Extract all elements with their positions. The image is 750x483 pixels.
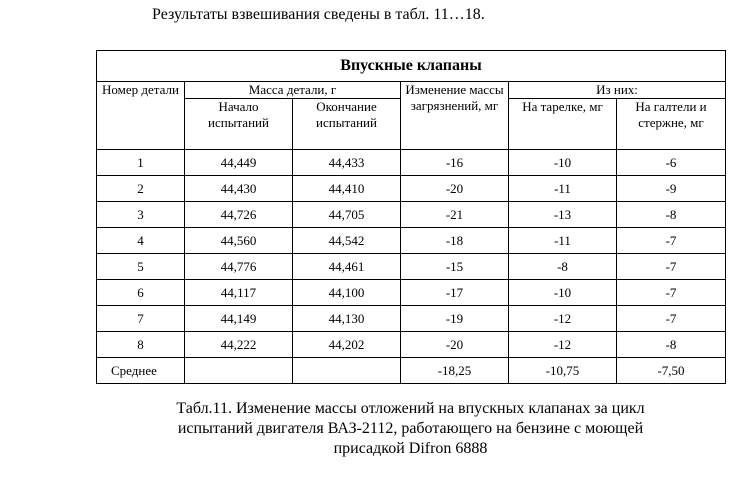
cell-mass-start: 44,222: [185, 332, 293, 358]
cell-on-fillet: -7: [617, 228, 726, 254]
cell-mass-change: -16: [401, 150, 509, 176]
cell-on-plate: -11: [509, 228, 617, 254]
intake-valves-table: [96, 50, 726, 384]
caption-line-2: испытаний двигателя ВАЗ-2112, работающего на бензине с моющей: [177, 420, 644, 437]
cell-mass-start: 44,117: [185, 280, 293, 306]
cell-on-plate: -10: [509, 280, 617, 306]
header-of-which: Из них:: [509, 82, 726, 99]
cell-mass-start: 44,726: [185, 202, 293, 228]
cell-mass-change: -17: [401, 280, 509, 306]
cell-on-fillet: -6: [617, 150, 726, 176]
cell-mass-start: 44,430: [185, 176, 293, 202]
cell-mass-end: 44,542: [293, 228, 401, 254]
table-row: [97, 202, 726, 228]
table-row: [97, 228, 726, 254]
cell-on-plate: -13: [509, 202, 617, 228]
cell-part-number: 1: [97, 150, 185, 176]
intro-text: Результаты взвешивания сведены в табл. 11…18.: [152, 6, 485, 23]
cell-mass-end: 44,130: [293, 306, 401, 332]
table-row: [97, 306, 726, 332]
cell-part-number: 8: [97, 332, 185, 358]
header-mass-end: Окончание испытаний: [293, 99, 401, 150]
average-empty-start: [185, 358, 293, 384]
cell-part-number: 5: [97, 254, 185, 280]
cell-on-plate: -12: [509, 306, 617, 332]
table-title: Впускные клапаны: [97, 51, 726, 82]
average-row: [97, 358, 726, 384]
cell-mass-end: 44,410: [293, 176, 401, 202]
average-fillet: -7,50: [617, 358, 726, 384]
cell-mass-start: 44,776: [185, 254, 293, 280]
cell-part-number: 6: [97, 280, 185, 306]
cell-on-fillet: -9: [617, 176, 726, 202]
cell-on-plate: -10: [509, 150, 617, 176]
cell-on-fillet: -8: [617, 202, 726, 228]
header-mass-group: Масса детали, г: [185, 82, 401, 99]
cell-mass-end: 44,100: [293, 280, 401, 306]
header-mass-start: Начало испытаний: [185, 99, 293, 150]
header-on-fillet: На галтели и стержне, мг: [617, 99, 726, 150]
cell-mass-change: -19: [401, 306, 509, 332]
table-container: [96, 50, 725, 384]
cell-part-number: 7: [97, 306, 185, 332]
cell-on-plate: -8: [509, 254, 617, 280]
caption-line-1: Табл.11. Изменение массы отложений на впускных клапанах за цикл: [176, 400, 645, 417]
table-row: [97, 332, 726, 358]
average-label: Среднее: [97, 358, 185, 384]
cell-mass-end: 44,433: [293, 150, 401, 176]
header-on-plate: На тарелке, мг: [509, 99, 617, 150]
cell-mass-change: -18: [401, 228, 509, 254]
cell-on-fillet: -7: [617, 306, 726, 332]
cell-part-number: 4: [97, 228, 185, 254]
table-row: [97, 280, 726, 306]
table-body: [97, 150, 726, 358]
cell-on-fillet: -8: [617, 332, 726, 358]
table-row: [97, 176, 726, 202]
cell-mass-change: -15: [401, 254, 509, 280]
cell-mass-end: 44,202: [293, 332, 401, 358]
cell-mass-change: -21: [401, 202, 509, 228]
caption-line-3: присадкой Difron 6888: [333, 440, 488, 457]
cell-part-number: 2: [97, 176, 185, 202]
header-mass-change: Изменение массы загрязнений, мг: [401, 82, 509, 150]
cell-on-plate: -11: [509, 176, 617, 202]
average-empty-end: [293, 358, 401, 384]
cell-mass-start: 44,449: [185, 150, 293, 176]
cell-mass-end: 44,705: [293, 202, 401, 228]
cell-mass-change: -20: [401, 332, 509, 358]
table-row: [97, 254, 726, 280]
table-caption: [96, 399, 725, 459]
average-change: -18,25: [401, 358, 509, 384]
cell-on-fillet: -7: [617, 280, 726, 306]
cell-mass-start: 44,560: [185, 228, 293, 254]
cell-on-plate: -12: [509, 332, 617, 358]
table-row: [97, 150, 726, 176]
average-plate: -10,75: [509, 358, 617, 384]
cell-mass-start: 44,149: [185, 306, 293, 332]
cell-mass-end: 44,461: [293, 254, 401, 280]
cell-part-number: 3: [97, 202, 185, 228]
header-part-number: Номер детали: [97, 82, 185, 150]
cell-on-fillet: -7: [617, 254, 726, 280]
cell-mass-change: -20: [401, 176, 509, 202]
